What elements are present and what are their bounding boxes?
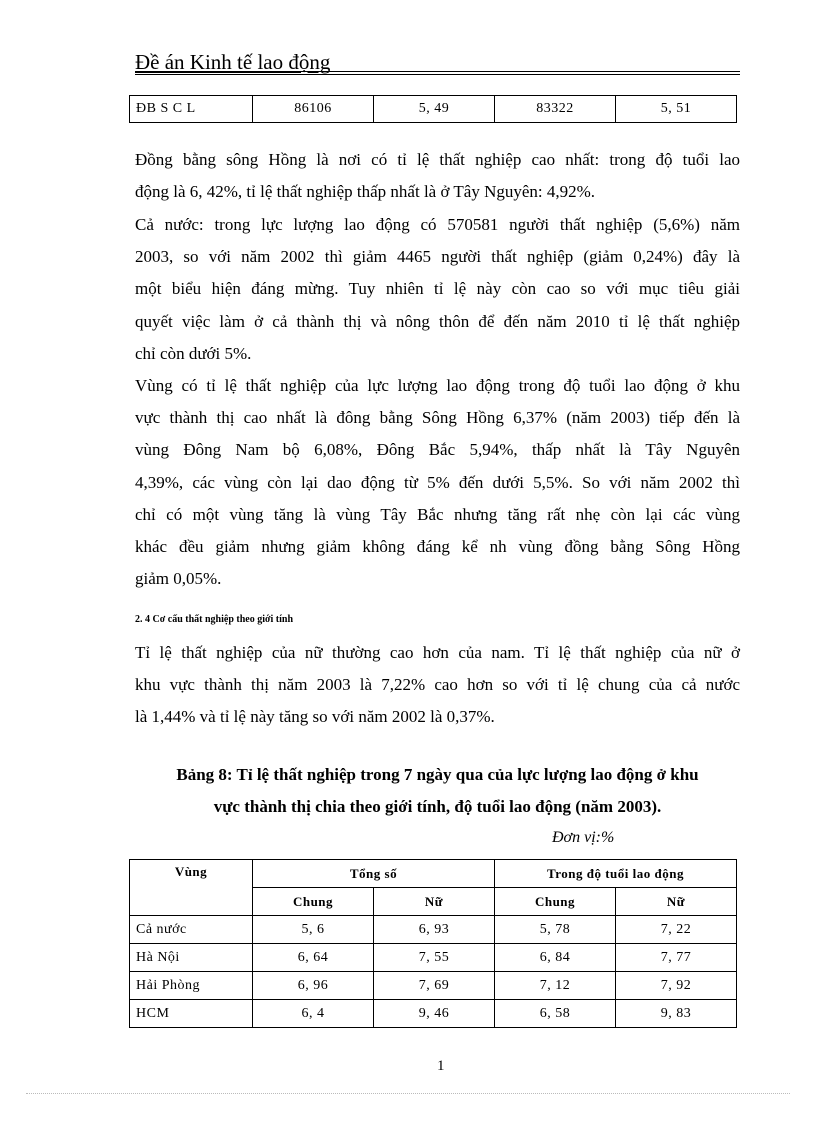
table-cell: 5, 49 [374,96,495,123]
table-cell: 5, 6 [253,916,374,944]
column-header: Nữ [374,888,495,916]
text-line: động là 6, 42%, tỉ lệ thất nghiệp thấp nhất là ở Tây Nguyên: 4,92%. [135,182,596,202]
table-cell: 6, 96 [253,972,374,1000]
text-line: vùng Đông Nam bộ 6,08%, Đông Bắc 5,94%, thấp nhất là Tây Nguyên [135,440,740,460]
text-line: khác đều giảm nhưng giảm không đáng kể nh vùng đồng bằng Sông Hồng [135,537,740,557]
paragraph-gender [135,637,740,734]
text-line: vực thành thị cao nhất là đông bằng Sông Hồng 6,37% (năm 2003) tiếp đến là [135,408,740,428]
column-header: Vùng [130,860,253,916]
column-header: Chung [253,888,374,916]
continued-table [129,95,737,123]
header-rule [135,74,740,75]
text-line: 2003, so với năm 2002 thì giảm 4465 người thất nghiệp (giảm 0,24%) đây là [135,247,740,267]
text-line: giảm 0,05%. [135,569,222,589]
table-header-row [130,860,737,888]
paragraph-regions [135,370,740,595]
column-group-header: Trong độ tuổi lao động [495,860,737,888]
column-header: Chung [495,888,616,916]
table-row [130,916,737,944]
column-header: Nữ [616,888,737,916]
header-rule [135,71,740,72]
text-line: Vùng có tỉ lệ thất nghiệp của lực lượng lao động trong độ tuổi lao động ở khu [135,376,740,395]
table-cell: 7, 77 [616,944,737,972]
text-line: khu vực thành thị năm 2003 là 7,22% cao hơn so với tỉ lệ chung của cả nước [135,675,740,695]
table-cell: 86106 [253,96,374,123]
unemployment-table [129,859,737,1028]
paragraph-national [135,209,740,370]
table-cell: ĐB S C L [130,96,253,123]
text-line: Đồng bằng sông Hồng là nơi có tỉ lệ thất nghiệp cao nhất: trong độ tuổi lao [135,150,740,169]
table-cell: 6, 4 [253,1000,374,1028]
table-caption: vực thành thị chia theo giới tính, độ tuổi lao động (năm 2003). [213,797,662,816]
table-cell: 6, 58 [495,1000,616,1028]
table-cell: 7, 22 [616,916,737,944]
text-line: một biểu hiện đáng mừng. Tuy nhiên tỉ lệ này còn cao so với mục tiêu giải [135,279,740,299]
table-cell: Hải Phòng [130,972,253,1000]
table-cell: HCM [130,1000,253,1028]
text-line: 4,39%, các vùng còn lại dao động từ 5% đến dưới 5,5%. So với năm 2002 thì [135,472,740,492]
column-group-header: Tổng số [253,860,495,888]
document-title: Đề án Kinh tế lao động [135,50,331,74]
table-row [130,944,737,972]
table-cell: 5, 51 [616,96,737,123]
table-row [130,1000,737,1028]
table-cell: 6, 93 [374,916,495,944]
text-line: chỉ còn dưới 5%. [135,343,252,363]
paragraph-delta-stats [135,144,740,208]
table-cell: 6, 64 [253,944,374,972]
table-cell: 6, 84 [495,944,616,972]
table-cell: 9, 46 [374,1000,495,1028]
page-number: 1 [437,1058,445,1074]
table-cell: 9, 83 [616,1000,737,1028]
section-heading: 2. 4 Cơ cấu thất nghiệp theo giới tính [135,614,294,625]
table-cell: 83322 [495,96,616,123]
table-caption: Bảng 8: Tỉ lệ thất nghiệp trong 7 ngày qua của lực lượng lao động ở khu [176,765,699,784]
table-cell: Hà Nội [130,944,253,972]
table-row [130,972,737,1000]
text-line: chỉ có một vùng tăng là vùng Tây Bắc nhưng tăng rất nhẹ còn lại các vùng [135,504,740,524]
table-cell: 7, 12 [495,972,616,1000]
text-line: là 1,44% và tỉ lệ này tăng so với năm 2002 là 0,37%. [135,707,495,727]
unit-label: Đơn vị:% [552,829,615,846]
table-row [130,96,737,123]
footer-divider [26,1093,790,1094]
text-line: Tỉ lệ thất nghiệp của nữ thường cao hơn của nam. Tỉ lệ thất nghiệp của nữ ở [135,643,740,662]
text-line: quyết việc làm ở cả thành thị và nông thôn để đến năm 2010 tỉ lệ thất nghiệp [135,311,740,331]
table-cell: 7, 92 [616,972,737,1000]
text-line: Cả nước: trong lực lượng lao động có 570581 người thất nghiệp (5,6%) năm [135,215,740,234]
table-cell: 7, 55 [374,944,495,972]
table-cell: Cả nước [130,916,253,944]
table-cell: 7, 69 [374,972,495,1000]
table-cell: 5, 78 [495,916,616,944]
